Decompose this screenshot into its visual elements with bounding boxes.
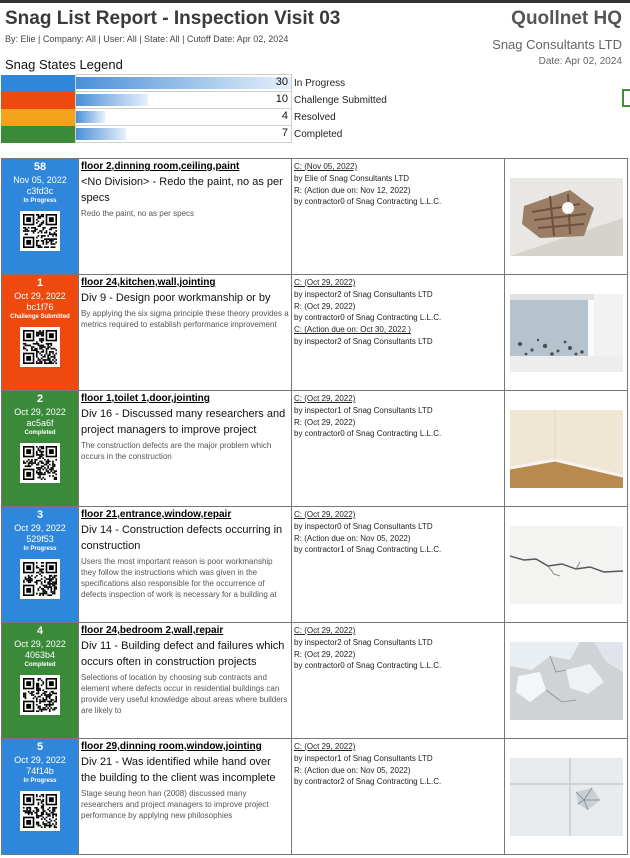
legend-swatch bbox=[1, 109, 76, 126]
snag-detail-cell bbox=[79, 739, 292, 855]
legend-label: Resolved bbox=[294, 112, 336, 123]
legend-label: Challenge Submitted bbox=[294, 95, 387, 106]
legend-row bbox=[1, 75, 292, 92]
snag-location: floor 29,dinning room,window,jointing bbox=[81, 741, 262, 752]
snag-heading: Div 11 - Building defect and failures which occurs often in construction projects bbox=[81, 640, 285, 668]
history-line: by Elie of Snag Consultants LTD bbox=[294, 173, 410, 183]
snag-description: Redo the paint, no as per specs bbox=[81, 209, 194, 218]
legend-table bbox=[1, 74, 292, 143]
snag-history-cell bbox=[292, 159, 505, 275]
snag-status: In Progress bbox=[23, 546, 57, 552]
snag-detail-cell bbox=[79, 275, 292, 391]
snag-number: 5 bbox=[36, 741, 44, 753]
snag-description: Users the most important reason is poor workmanship they follow the instructions which was given in the specifications also responsible for the occurrence of defects inspection of work is necessary for a building at bbox=[81, 557, 277, 599]
snag-heading: <No Division> - Redo the paint, no as per specs bbox=[81, 176, 283, 204]
snag-code: 4063b4 bbox=[24, 650, 56, 660]
snag-id-cell bbox=[2, 623, 79, 739]
report-filters: By: Elie | Company: All | User: All | State: All | Cutoff Date: Apr 02, 2024 bbox=[5, 34, 289, 44]
snag-date: Nov 05, 2022 bbox=[13, 175, 67, 185]
snag-history-cell bbox=[292, 739, 505, 855]
qr-code-icon[interactable] bbox=[20, 791, 60, 831]
snag-photo[interactable] bbox=[510, 294, 623, 372]
snag-description: The construction defects are the major problem which occurs in the construction bbox=[81, 441, 272, 461]
history-line: C: (Oct 29, 2022) bbox=[294, 742, 356, 751]
snag-date: Oct 29, 2022 bbox=[14, 291, 66, 301]
history-line: C: (Oct 29, 2022) bbox=[294, 626, 356, 635]
snag-date: Oct 29, 2022 bbox=[14, 755, 66, 765]
history-line: by inspector0 of Snag Consultants LTD bbox=[294, 521, 433, 531]
legend-count: 10 bbox=[275, 93, 288, 105]
history-line: C: (Nov 05, 2022) bbox=[294, 162, 358, 171]
snag-photo[interactable] bbox=[510, 410, 623, 488]
history-line: R: (Oct 29, 2022) bbox=[294, 649, 356, 659]
snag-number: 58 bbox=[33, 161, 47, 173]
snag-id-cell bbox=[2, 739, 79, 855]
snag-number: 2 bbox=[36, 393, 44, 405]
snag-location: floor 24,kitchen,wall,jointing bbox=[81, 277, 216, 288]
snag-status: In Progress bbox=[23, 778, 57, 784]
snag-status: Completed bbox=[24, 662, 56, 668]
snag-date: Oct 29, 2022 bbox=[14, 407, 66, 417]
history-line: by contractor0 of Snag Contracting L.L.C. bbox=[294, 197, 442, 207]
snag-id-cell bbox=[2, 391, 79, 507]
snag-row bbox=[2, 507, 628, 623]
snag-table bbox=[1, 158, 628, 855]
legend-row bbox=[1, 92, 292, 109]
snag-description: By applying the six sigma principle these theory provides a metrics required to establish performance improvement bbox=[81, 309, 289, 329]
company-name: Quollnet HQ bbox=[511, 8, 622, 29]
consultant-name: Snag Consultants LTD bbox=[492, 37, 622, 52]
snag-detail-cell bbox=[79, 507, 292, 623]
legend-row bbox=[1, 109, 292, 126]
history-line: R: (Action due on: Nov 05, 2022) bbox=[294, 765, 411, 775]
snag-status: Completed bbox=[24, 430, 56, 436]
legend-bar bbox=[76, 109, 292, 126]
snag-history-cell bbox=[292, 507, 505, 623]
legend-swatch bbox=[1, 75, 76, 92]
history-line: R: (Action due on: Nov 12, 2022) bbox=[294, 185, 411, 195]
snag-status: Challenge Submitted bbox=[10, 314, 70, 320]
snag-photo-cell bbox=[505, 275, 628, 391]
snag-code: 529f53 bbox=[26, 534, 54, 544]
history-line: C: (Oct 29, 2022) bbox=[294, 510, 356, 519]
snag-heading: Div 21 - Was identified while hand over the building to the client was incomplete bbox=[81, 756, 276, 784]
snag-photo-cell bbox=[505, 623, 628, 739]
snag-history-cell bbox=[292, 623, 505, 739]
snag-photo-cell bbox=[505, 391, 628, 507]
snag-photo[interactable] bbox=[510, 526, 623, 604]
history-line: C: (Oct 29, 2022) bbox=[294, 394, 356, 403]
snag-description: Stage seung heon han (2008) discussed many researchers and project managers to improve project performance by applying new philosophies bbox=[81, 789, 269, 820]
qr-code-icon[interactable] bbox=[20, 327, 60, 367]
history-line: R: (Oct 29, 2022) bbox=[294, 301, 356, 311]
snag-code: ac5a6f bbox=[26, 418, 54, 428]
snag-status: In Progress bbox=[23, 198, 57, 204]
legend-bar bbox=[76, 75, 292, 92]
snag-location: floor 1,toilet 1,door,jointing bbox=[81, 393, 210, 404]
legend-bar bbox=[76, 126, 292, 143]
snag-id-cell bbox=[2, 275, 79, 391]
snag-number: 3 bbox=[36, 509, 44, 521]
history-line: by contractor1 of Snag Contracting L.L.C. bbox=[294, 545, 442, 555]
snag-row bbox=[2, 391, 628, 507]
legend-bar-fill bbox=[76, 94, 148, 106]
legend-labels bbox=[294, 76, 387, 144]
history-line: C: (Action due on: Oct 30, 2022 ) bbox=[294, 325, 411, 335]
qr-code-icon[interactable] bbox=[20, 559, 60, 599]
snag-location: floor 2,dinning room,ceiling,paint bbox=[81, 161, 240, 172]
report-title: Snag List Report - Inspection Visit 03 bbox=[5, 8, 341, 29]
snag-detail-cell bbox=[79, 391, 292, 507]
qr-code-icon[interactable] bbox=[20, 443, 60, 483]
history-line: C: (Oct 29, 2022) bbox=[294, 278, 356, 287]
snag-row bbox=[2, 739, 628, 855]
snag-code: bc1f76 bbox=[26, 302, 54, 312]
history-line: by inspector2 of Snag Consultants LTD bbox=[294, 637, 433, 647]
snag-heading: Div 16 - Discussed many researchers and project managers to improve project bbox=[81, 408, 286, 436]
snag-date: Oct 29, 2022 bbox=[14, 639, 66, 649]
legend-bar-fill bbox=[76, 77, 291, 89]
snag-id-cell bbox=[2, 507, 79, 623]
snag-code: c3fd3c bbox=[26, 186, 54, 196]
snag-detail-cell bbox=[79, 623, 292, 739]
legend-title: Snag States Legend bbox=[5, 57, 123, 72]
snag-row bbox=[2, 275, 628, 391]
snag-location: floor 21,entrance,window,repair bbox=[81, 509, 232, 520]
history-line: by inspector1 of Snag Consultants LTD bbox=[294, 753, 433, 763]
snag-history-cell bbox=[292, 275, 505, 391]
snag-row bbox=[2, 159, 628, 275]
legend-count: 7 bbox=[281, 127, 288, 139]
snag-description: Selections of location by choosing sub contracts and element where defects occur in residential buildings can provide very useful knowledge about areas where builders are likely to bbox=[81, 673, 288, 715]
legend-swatch bbox=[1, 126, 76, 143]
snag-photo[interactable] bbox=[510, 758, 623, 836]
history-line: R: (Action due on: Nov 05, 2022) bbox=[294, 533, 411, 543]
snag-number: 1 bbox=[36, 277, 44, 289]
history-line: by inspector1 of Snag Consultants LTD bbox=[294, 405, 433, 415]
history-line: by contractor0 of Snag Contracting L.L.C. bbox=[294, 313, 442, 323]
snag-photo[interactable] bbox=[510, 178, 623, 256]
history-line: by contractor2 of Snag Contracting L.L.C. bbox=[294, 777, 442, 787]
history-line: by inspector2 of Snag Consultants LTD bbox=[294, 336, 433, 346]
legend-bar-fill bbox=[76, 128, 126, 140]
qr-code-icon[interactable] bbox=[20, 675, 60, 715]
snag-photo-cell bbox=[505, 159, 628, 275]
report-date: Date: Apr 02, 2024 bbox=[538, 56, 622, 67]
snag-history-cell bbox=[292, 391, 505, 507]
snag-photo[interactable] bbox=[510, 642, 623, 720]
history-line: by contractor0 of Snag Contracting L.L.C. bbox=[294, 661, 442, 671]
history-line: by contractor0 of Snag Contracting L.L.C. bbox=[294, 429, 442, 439]
snag-row bbox=[2, 623, 628, 739]
snag-code: 74f14b bbox=[26, 766, 54, 776]
snag-photo-cell bbox=[505, 507, 628, 623]
snag-photo-cell bbox=[505, 739, 628, 855]
edge-marker bbox=[622, 89, 630, 107]
snag-id-cell bbox=[2, 159, 79, 275]
snag-heading: Div 9 - Design poor workmanship or by bbox=[81, 292, 271, 304]
legend-bar-fill bbox=[76, 111, 105, 123]
legend-bar bbox=[76, 92, 292, 109]
legend-label: Completed bbox=[294, 129, 343, 140]
legend-count: 30 bbox=[275, 76, 288, 88]
snag-number: 4 bbox=[36, 625, 44, 637]
legend-row bbox=[1, 126, 292, 143]
legend-swatch bbox=[1, 92, 76, 109]
history-line: R: (Oct 29, 2022) bbox=[294, 417, 356, 427]
qr-code-icon[interactable] bbox=[20, 211, 60, 251]
history-line: by inspector2 of Snag Consultants LTD bbox=[294, 289, 433, 299]
snag-date: Oct 29, 2022 bbox=[14, 523, 66, 533]
snag-detail-cell bbox=[79, 159, 292, 275]
top-border bbox=[0, 0, 630, 3]
snag-heading: Div 14 - Construction defects occurring in construction bbox=[81, 524, 283, 552]
legend-count: 4 bbox=[281, 110, 288, 122]
legend-label: In Progress bbox=[294, 78, 346, 89]
snag-location: floor 24,bedroom 2,wall,repair bbox=[81, 625, 224, 636]
